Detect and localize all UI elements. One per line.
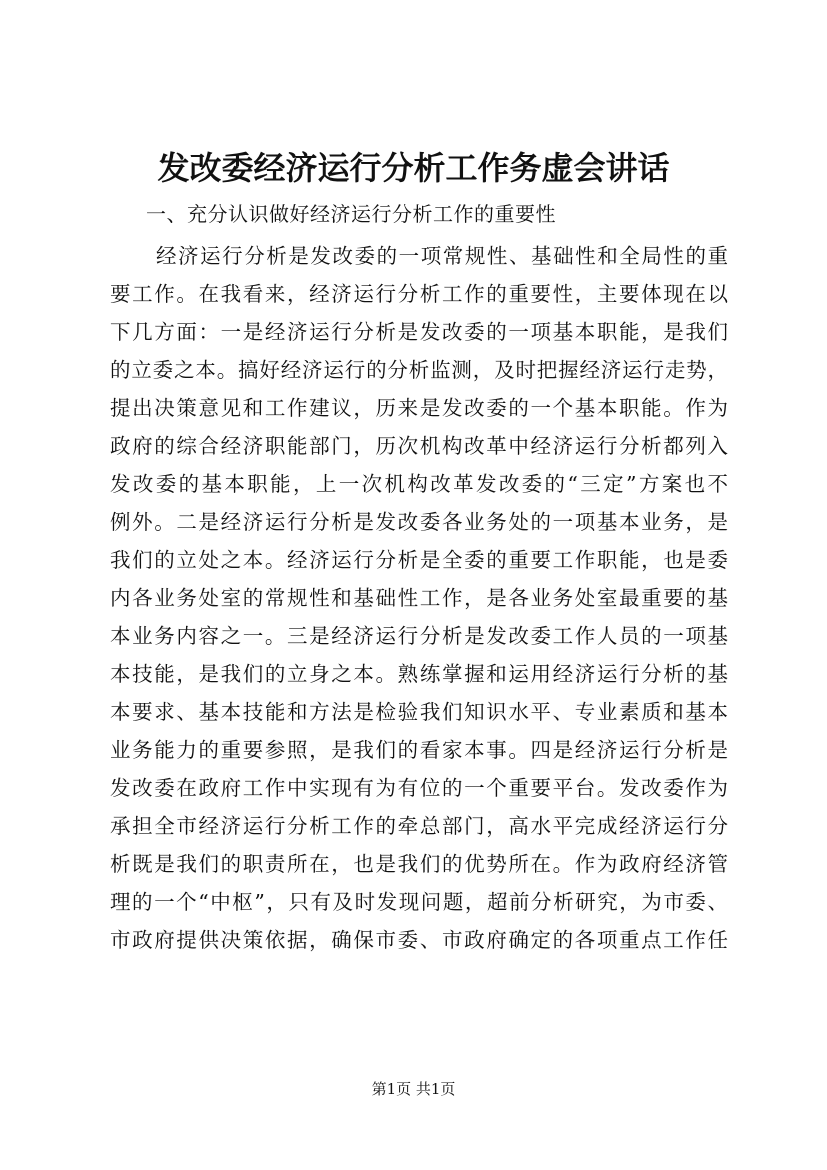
body-line: 要工作。在我看来，经济运行分析工作的重要性，主要体现在以 bbox=[110, 282, 728, 306]
body-line: 本技能，是我们的立身之本。熟练掌握和运用经济运行分析的基 bbox=[110, 662, 728, 686]
body-line: 市政府提供决策依据，确保市委、市政府确定的各项重点工作任 bbox=[110, 928, 728, 952]
body-line: 例外。二是经济运行分析是发改委各业务处的一项基本业务，是 bbox=[110, 510, 728, 534]
body-line: 本要求、基本技能和方法是检验我们知识水平、专业素质和基本 bbox=[110, 700, 728, 724]
body-line: 内各业务处室的常规性和基础性工作，是各业务处室最重要的基 bbox=[110, 586, 728, 610]
body-line: 政府的综合经济职能部门，历次机构改革中经济运行分析都列入 bbox=[110, 434, 728, 458]
body-line: 的立委之本。搞好经济运行的分析监测，及时把握经济运行走势， bbox=[110, 358, 728, 382]
body-line: 业务能力的重要参照，是我们的看家本事。四是经济运行分析是 bbox=[110, 738, 728, 762]
body-line: 经济运行分析是发改委的一项常规性、基础性和全局性的重 bbox=[156, 244, 728, 268]
section-heading: 一、充分认识做好经济运行分析工作的重要性 bbox=[146, 202, 556, 226]
body-line: 我们的立处之本。经济运行分析是全委的重要工作职能，也是委 bbox=[110, 548, 728, 572]
body-line: 下几方面：一是经济运行分析是发改委的一项基本职能，是我们 bbox=[110, 320, 728, 344]
body-line: 提出决策意见和工作建议，历来是发改委的一个基本职能。作为 bbox=[110, 396, 728, 420]
body-line: 本业务内容之一。三是经济运行分析是发改委工作人员的一项基 bbox=[110, 624, 728, 648]
body-line: 析既是我们的职责所在，也是我们的优势所在。作为政府经济管 bbox=[110, 852, 728, 876]
page-footer: 第1页 共1页 bbox=[371, 1080, 456, 1098]
body-line: 发改委在政府工作中实现有为有位的一个重要平台。发改委作为 bbox=[110, 776, 728, 800]
body-line: 承担全市经济运行分析工作的牵总部门，高水平完成经济运行分 bbox=[110, 814, 728, 838]
document-title: 发改委经济运行分析工作务虚会讲话 bbox=[157, 149, 670, 187]
body-line: 理的一个“中枢”，只有及时发现问题，超前分析研究，为市委、 bbox=[110, 890, 728, 914]
body-line: 发改委的基本职能，上一次机构改革发改委的“三定”方案也不 bbox=[110, 472, 728, 496]
